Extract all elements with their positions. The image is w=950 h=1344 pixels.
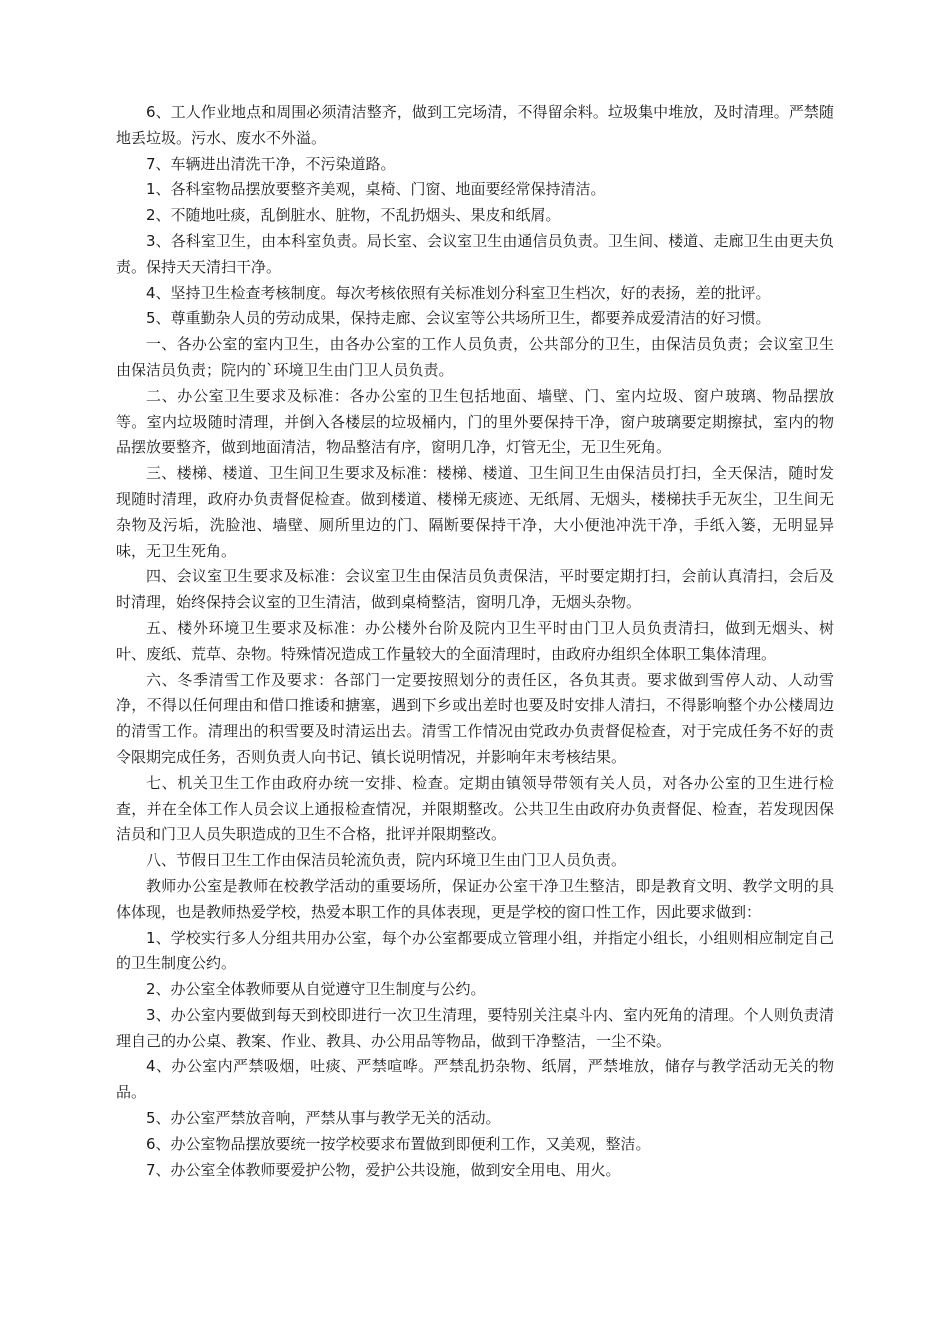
paragraph: 2、不随地吐痰，乱倒脏水、脏物，不乱扔烟头、果皮和纸屑。 <box>146 206 561 225</box>
paragraph: 2、办公室全体教师要从自觉遵守卫生制度与公约。 <box>146 980 486 999</box>
paragraph: 七、机关卫生工作由政府办统一安排、检查。定期由镇领导带领有关人员，对各办公室的卫生进行检查，并在全体工作人员会议上通报检查情况，并限期整改。公共卫生由政府办负责督促、检查，若发现因保洁员和门卫人员失职造成的卫生不合格，批评并限期整改。 <box>116 773 834 844</box>
paragraph: 教师办公室是教师在校教学活动的重要场所，保证办公室干净卫生整洁，即是教育文明、教学文明的具体体现，也是教师热爱学校，热爱本职工作的具体表现，更是学校的窗口性工作，因此要求做到： <box>116 876 834 921</box>
paragraph: 一、各办公室的室内卫生，由各办公室的工作人员负责，公共部分的卫生，由保洁员负责；会议室卫生由保洁员负责；院内的`环境卫生由门卫人员负责。 <box>116 335 834 379</box>
paragraph: 1、各科室物品摆放要整齐美观，桌椅、门窗、地面要经常保持清洁。 <box>146 180 606 199</box>
paragraph: 八、节假日卫生工作由保洁员轮流负责，院内环境卫生由门卫人员负责。 <box>146 851 627 870</box>
paragraph: 7、车辆进出清洗干净，不污染道路。 <box>146 154 396 173</box>
paragraph: 1、学校实行多人分组共用办公室，每个办公室都要成立管理小组，并指定小组长，小组则相应制定自己的卫生制度公约。 <box>116 928 834 973</box>
paragraph: 六、冬季清雪工作及要求：各部门一定要按照划分的责任区，各负其责。要求做到雪停人动、人动雪净，不得以任何理由和借口推诿和搪塞，遇到下乡或出差时也要及时安排人清扫，不得影响整个办公楼周边的清雪工作。清理出的积雪要及时清运出去。清雪工作情况由党政办负责督促检查，对于完成任务不好的责令限期完成任务，否则负责人向书记、镇长说明情况，并影响年末考核结果。 <box>116 670 834 766</box>
paragraph: 二、办公室卫生要求及标准：各办公室的卫生包括地面、墙壁、门、室内垃圾、窗户玻璃、物品摆放等。室内垃圾随时清理，并倒入各楼层的垃圾桶内，门的里外要保持干净，窗户玻璃要定期擦拭，室内的物品摆放要整齐，做到地面清洁，物品整洁有序，窗明几净，灯管无尘，无卫生死角。 <box>116 386 834 457</box>
document-page <box>116 100 834 1183</box>
paragraph: 三、楼梯、楼道、卫生间卫生要求及标准：楼梯、楼道、卫生间卫生由保洁员打扫，全天保洁，随时发现随时清理，政府办负责督促检查。做到楼道、楼梯无痰迹、无纸屑、无烟头，楼梯扶手无灰尘，卫生间无杂物及污垢，洗脸池、墙壁、厕所里边的门、隔断要保持干净，大小便池冲洗干净，手纸入篓，无明显异味，无卫生死角。 <box>116 464 834 560</box>
paragraph: 5、办公室严禁放音响，严禁从事与教学无关的活动。 <box>146 1109 501 1128</box>
paragraph: 6、办公室物品摆放要统一按学校要求布置做到即便利工作，又美观，整洁。 <box>146 1134 651 1153</box>
paragraph: 4、坚持卫生检查考核制度。每次考核依照有关标准划分科室卫生档次，好的表扬，差的批评。 <box>146 283 771 302</box>
paragraph: 7、办公室全体教师要爱护公物，爱护公共设施，做到安全用电、用火。 <box>146 1160 621 1179</box>
paragraph: 3、办公室内要做到每天到校即进行一次卫生清理，要特别关注桌斗内、室内死角的清理。个人则负责清理自己的办公桌、教案、作业、教具、办公用品等物品，做到干净整洁，一尘不染。 <box>116 1005 834 1050</box>
paragraph: 3、各科室卫生，由本科室负责。局长室、会议室卫生由通信员负责。卫生间、楼道、走廊卫生由更夫负责。保持天天清扫干净。 <box>116 231 834 276</box>
paragraph: 6、工人作业地点和周围必须清洁整齐，做到工完场清，不得留余料。垃圾集中堆放，及时清理。严禁随地丢垃圾。污水、废水不外溢。 <box>116 103 834 147</box>
paragraph: 5、尊重勤杂人员的劳动成果，保持走廊、会议室等公共场所卫生，都要养成爱清洁的好习惯。 <box>146 309 771 328</box>
paragraph: 4、办公室内严禁吸烟，吐痰、严禁喧哗。严禁乱扔杂物、纸屑，严禁堆放，储存与教学活动无关的物品。 <box>116 1057 834 1102</box>
paragraph: 五、楼外环境卫生要求及标准：办公楼外台阶及院内卫生平时由门卫人员负责清扫，做到无烟头、树叶、废纸、荒草、杂物。特殊情况造成工作量较大的全面清理时，由政府办组织全体职工集体清理。 <box>116 618 834 663</box>
paragraph: 四、会议室卫生要求及标准：会议室卫生由保洁员负责保洁，平时要定期打扫，会前认真清扫，会后及时清理，始终保持会议室的卫生清洁，做到桌椅整洁，窗明几净，无烟头杂物。 <box>116 567 834 612</box>
